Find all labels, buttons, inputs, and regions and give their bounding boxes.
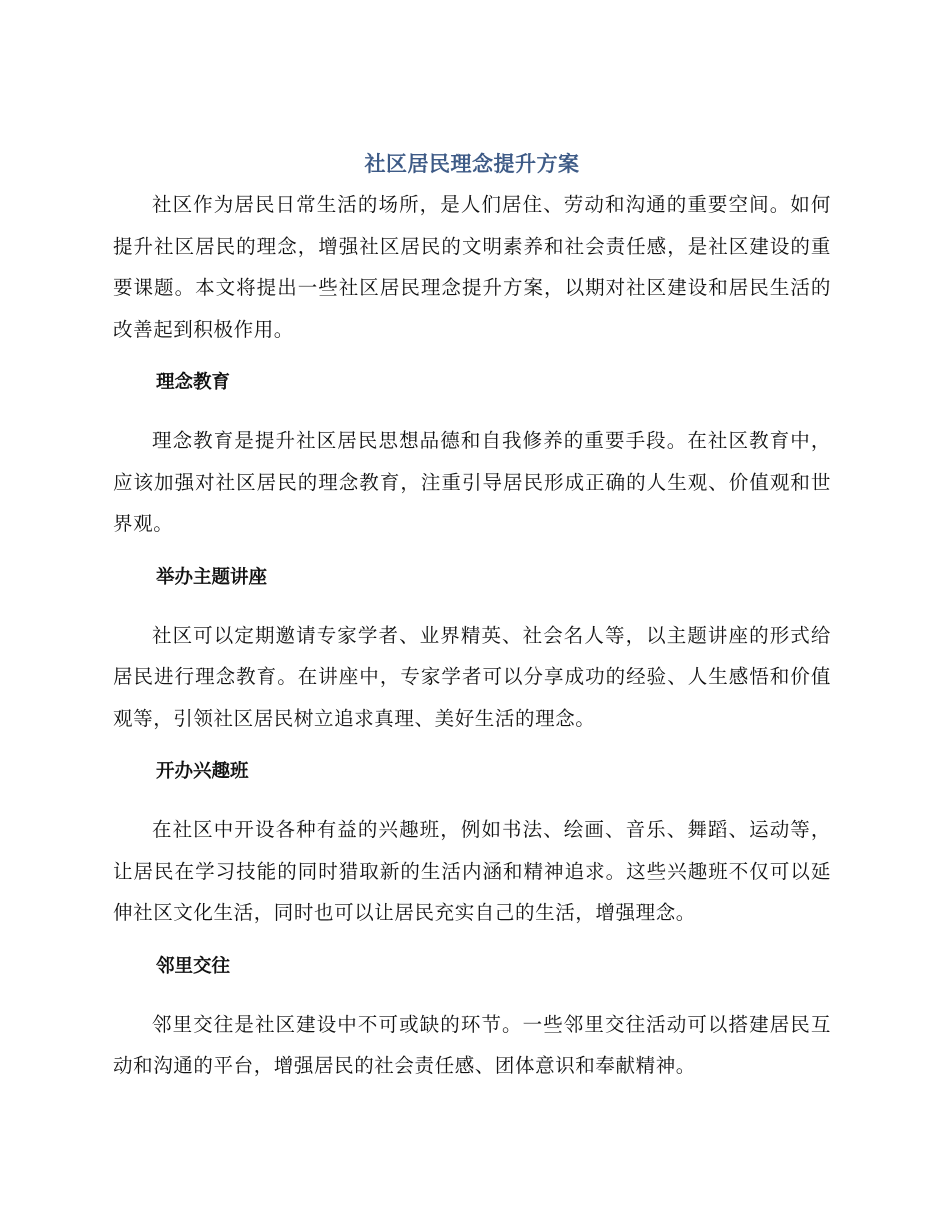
section-body-themed-lectures: 社区可以定期邀请专家学者、业界精英、社会名人等，以主题讲座的形式给居民进行理念教育。在讲座中，专家学者可以分享成功的经验、人生感悟和价值观等，引领社区居民树立追求真理、美好生活的理念。 — [113, 623, 831, 730]
document-content — [113, 146, 831, 1087]
section-heading-neighborly-interaction: 邻里交往 — [156, 955, 231, 977]
section-body-neighborly-interaction: 邻里交往是社区建设中不可或缺的环节。一些邻里交往活动可以搭建居民互动和沟通的平台，增强居民的社会责任感、团体意识和奉献精神。 — [113, 1012, 831, 1077]
section-heading-themed-lectures: 举办主题讲座 — [156, 566, 268, 588]
section-heading-interest-classes: 开办兴趣班 — [156, 761, 249, 782]
section-heading-concept-education: 理念教育 — [156, 372, 231, 393]
section-body-interest-classes: 在社区中开设各种有益的兴趣班，例如书法、绘画、音乐、舞蹈、运动等，让居民在学习技能的同时猎取新的生活内涵和精神追求。这些兴趣班不仅可以延伸社区文化生活，同时也可以让居民充实自己的生活，增强理念。 — [113, 818, 831, 924]
section-body-concept-education: 理念教育是提升社区居民思想品德和自我修养的重要手段。在社区教育中，应该加强对社区居民的理念教育，注重引导居民形成正确的人生观、价值观和世界观。 — [113, 429, 831, 535]
intro-paragraph: 社区作为居民日常生活的场所，是人们居住、劳动和沟通的重要空间。如何提升社区居民的理念，增强社区居民的文明素养和社会责任感，是社区建设的重要课题。本文将提出一些社区居民理念提升方案，以期对社区建设和居民生活的改善起到积极作用。 — [113, 193, 831, 341]
document-title: 社区居民理念提升方案 — [364, 152, 580, 176]
